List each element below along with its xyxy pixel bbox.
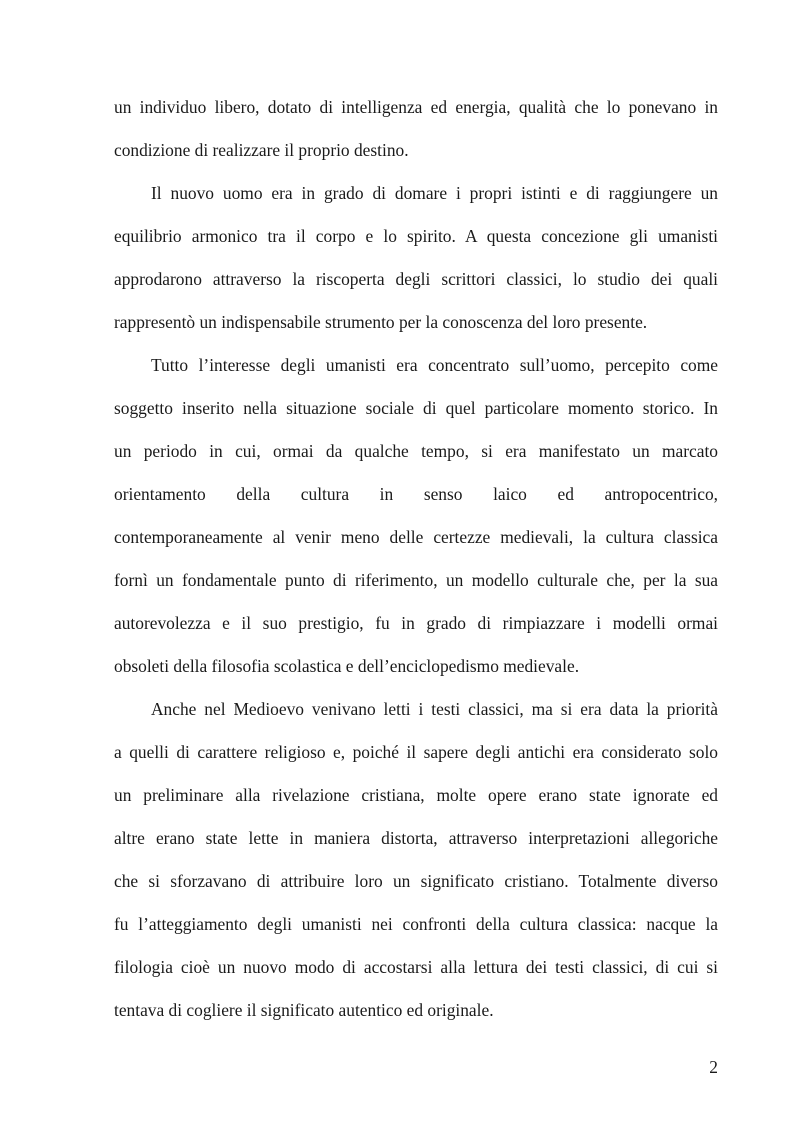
paragraph (114, 348, 718, 692)
text-line: a quelli di carattere religioso e, poiché il sapere degli antichi era considerato solo (114, 742, 718, 762)
text-line: autorevolezza e il suo prestigio, fu in grado di rimpiazzare i modelli ormai (114, 613, 718, 633)
text-line: Tutto l’interesse degli umanisti era concentrato sull’uomo, percepito come (151, 355, 718, 375)
text-line: Il nuovo uomo era in grado di domare i propri istinti e di raggiungere un (151, 183, 718, 203)
page-number: 2 (709, 1057, 718, 1077)
text-line: filologia cioè un nuovo modo di accostarsi alla lettura dei testi classici, di cui si (114, 957, 718, 977)
text-line: condizione di realizzare il proprio destino. (114, 140, 409, 160)
paragraph (114, 692, 718, 1036)
text-line: che si sforzavano di attribuire loro un significato cristiano. Totalmente diverso (114, 871, 718, 891)
text-line: rappresentò un indispensabile strumento per la conoscenza del loro presente. (114, 312, 648, 332)
paragraph (114, 176, 718, 348)
text-line: fornì un fondamentale punto di riferimento, un modello culturale che, per la sua (114, 570, 718, 590)
text-line: equilibrio armonico tra il corpo e lo spirito. A questa concezione gli umanisti (114, 226, 718, 246)
text-line: obsoleti della filosofia scolastica e dell’enciclopedismo medievale. (114, 656, 580, 676)
paragraph (114, 90, 718, 176)
text-line: un periodo in cui, ormai da qualche tempo, si era manifestato un marcato (114, 441, 718, 461)
text-line: contemporaneamente al venir meno delle certezze medievali, la cultura classica (114, 527, 718, 547)
text-line: tentava di cogliere il significato autentico ed originale. (114, 1000, 494, 1020)
text-line: approdarono attraverso la riscoperta degli scrittori classici, lo studio dei quali (114, 269, 718, 289)
text-line: un individuo libero, dotato di intelligenza ed energia, qualità che lo ponevano in (114, 97, 718, 117)
text-line: un preliminare alla rivelazione cristiana, molte opere erano state ignorate ed (114, 785, 718, 805)
text-line: Anche nel Medioevo venivano letti i testi classici, ma si era data la priorità (151, 699, 718, 719)
text-line: soggetto inserito nella situazione sociale di quel particolare momento storico. In (114, 398, 718, 418)
document-body (114, 90, 718, 1036)
text-line: fu l’atteggiamento degli umanisti nei confronti della cultura classica: nacque la (114, 914, 718, 934)
text-line: orientamento della cultura in senso laico ed antropocentrico, (114, 484, 718, 504)
text-line: altre erano state lette in maniera distorta, attraverso interpretazioni allegoriche (114, 828, 718, 848)
